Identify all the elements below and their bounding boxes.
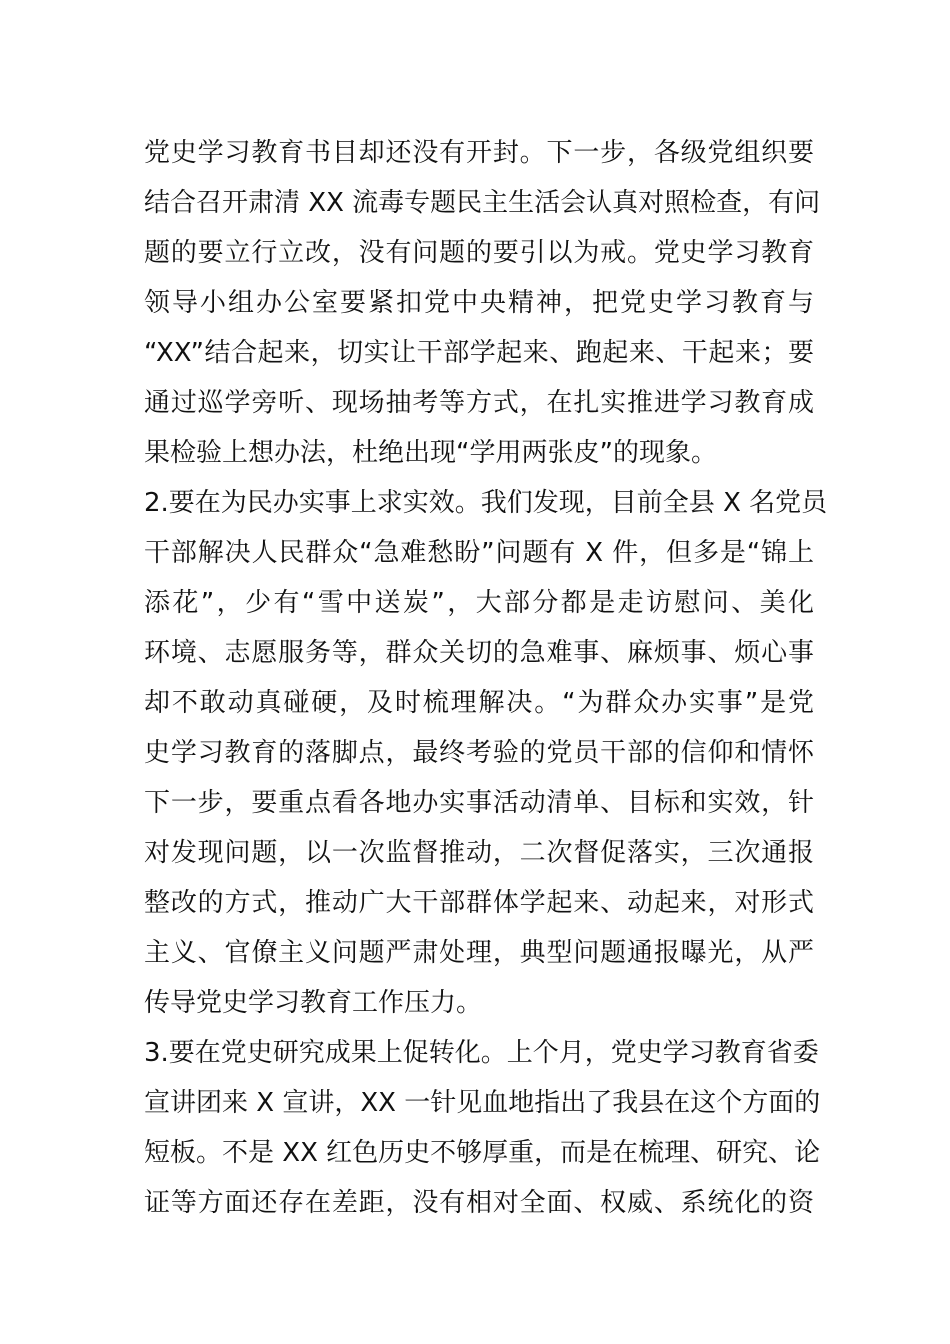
text-line: 3.要在党史研究成果上促转化。上个月，党史学习教育省委 — [144, 1038, 819, 1068]
text-line: 证等方面还存在差距，没有相对全面、权威、系统化的资 — [144, 1188, 814, 1218]
text-line: 题的要立行立改，没有问题的要引以为戒。党史学习教育 — [144, 238, 814, 268]
text-line: 果检验上想办法，杜绝出现“学用两张皮”的现象。 — [144, 438, 717, 468]
text-line: 传导党史学习教育工作压力。 — [144, 988, 483, 1018]
text-line: 2.要在为民办实事上求实效。我们发现，目前全县 X 名党员 — [144, 488, 828, 518]
text-line: 干部解决人民群众“急难愁盼”问题有 X 件，但多是“锦上 — [144, 538, 814, 568]
text-line: 环境、志愿服务等，群众关切的急难事、麻烦事、烦心事 — [144, 638, 814, 668]
text-line: 结合召开肃清 XX 流毒专题民主生活会认真对照检查，有问 — [144, 188, 821, 218]
text-line: 下一步，要重点看各地办实事活动清单、目标和实效，针 — [144, 788, 814, 818]
text-line: 领导小组办公室要紧扣党中央精神，把党史学习教育与 — [144, 288, 814, 318]
text-line: 主义、官僚主义问题严肃处理，典型问题通报曝光，从严 — [144, 938, 814, 968]
text-line: 对发现问题，以一次监督推动，二次督促落实，三次通报 — [144, 838, 814, 868]
text-line: 宣讲团来 X 宣讲，XX 一针见血地指出了我县在这个方面的 — [144, 1088, 821, 1118]
text-line: 却不敢动真碰硬，及时梳理解决。“为群众办实事”是党 — [144, 688, 814, 718]
text-line: 整改的方式，推动广大干部群体学起来、动起来，对形式 — [144, 888, 814, 918]
text-line: 党史学习教育书目却还没有开封。下一步，各级党组织要 — [144, 138, 814, 168]
text-line: “XX”结合起来，切实让干部学起来、跑起来、干起来；要 — [144, 338, 814, 368]
text-line: 添花”，少有“雪中送炭”，大部分都是走访慰问、美化 — [144, 588, 814, 618]
text-line: 短板。不是 XX 红色历史不够厚重，而是在梳理、研究、论 — [144, 1138, 821, 1168]
text-line: 通过巡学旁听、现场抽考等方式，在扎实推进学习教育成 — [144, 388, 814, 418]
document-body — [144, 128, 828, 1228]
text-line: 史学习教育的落脚点，最终考验的党员干部的信仰和情怀 — [144, 738, 814, 768]
